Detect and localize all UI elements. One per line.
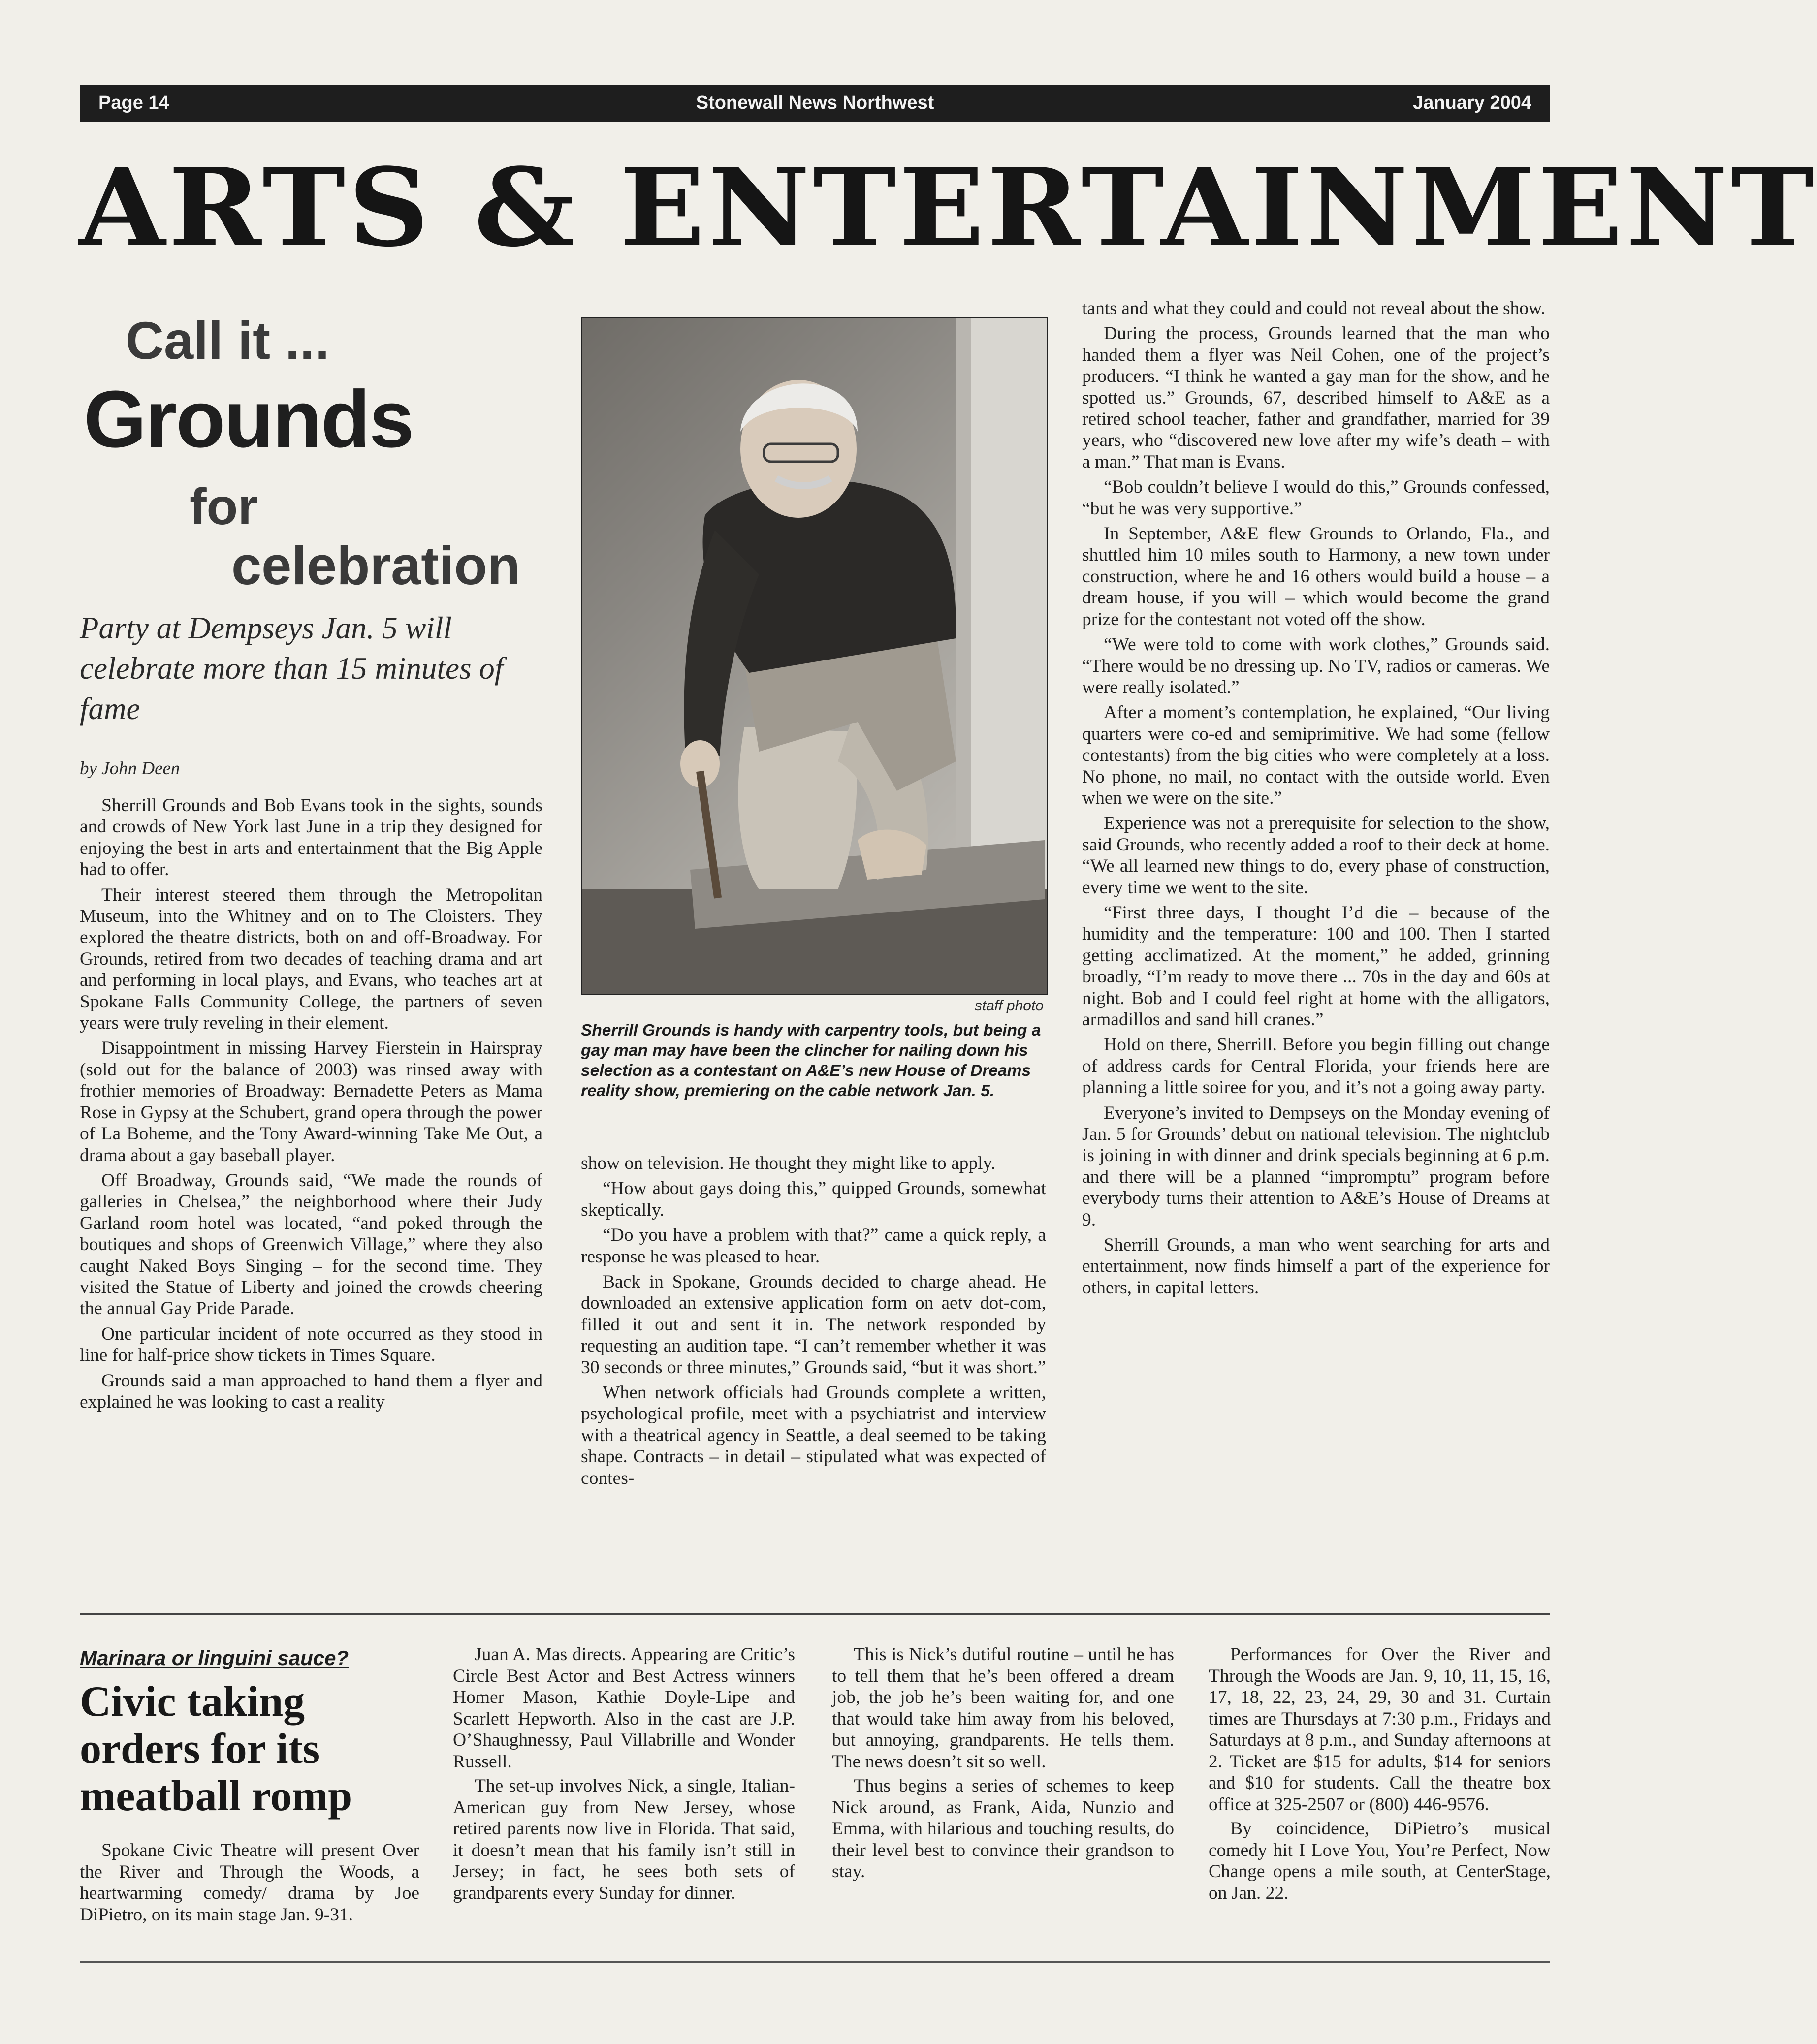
story-column [1209, 1644, 1551, 1954]
paragraph: “We were told to come with work clothes,” Grounds said. “There would be no dressing up. No TV, radios or cameras. We were really isolated.” [1082, 634, 1550, 697]
paragraph: Spokane Civic Theatre will present Over the River and Through the Woods, a heartwarming comedy/ drama by Joe DiPietro, on its main stage Jan. 9-31. [80, 1840, 419, 1925]
page-number: Page 14 [98, 93, 169, 113]
story-photo [581, 317, 1048, 995]
paragraph: One particular incident of note occurred as they stood in line for half-price show tickets in Times Square. [80, 1323, 542, 1366]
paragraph: In September, A&E flew Grounds to Orlando, Fla., and shuttled him 10 miles south to Harmony, a new town under construction, where he and 16 others would build a house – a dream house, if you will – which would become the grand prize for the contestant not voted off the show. [1082, 524, 1550, 629]
headline-line-4: celebration [231, 535, 520, 596]
paragraph: “Do you have a problem with that?” came a quick reply, a response he was pleased to hear. [581, 1225, 1046, 1267]
paragraph: When network officials had Grounds complete a written, psychological profile, meet with a psychiatrist and interview with a theatrical agency in Seattle, a deal seemed to be taking shape. Contracts – in detail – stipulated what was expected of contes- [581, 1383, 1046, 1488]
paragraph: The set-up involves Nick, a single, Italian-American guy from New Jersey, whose retired parents now live in Florida. That said, it doesn’t mean that his family isn’t still in Jersey; in fact, he sees both sets of grandparents every Sunday for dinner. [453, 1776, 795, 1903]
photo-credit: staff photo [974, 998, 1044, 1014]
paragraph: During the process, Grounds learned that the man who handed them a flyer was Neil Cohen, one of the project’s producers. “I think he wanted a gay man for the show, and he spotted us.” Grounds, 67, described himself to A&E as a retired school teacher, father and grandfather, married for 39 years, who “discovered new love after my wife’s death – with a man.” That man is Evans. [1082, 323, 1550, 472]
paragraph: Everyone’s invited to Dempseys on the Monday evening of Jan. 5 for Grounds’ debut on national television. The nightclub is joining in with dinner and drink specials beginning at 6 p.m. and there will be a planned “impromptu” program before everybody turns their attention to A&E’s House of Dreams at 9. [1082, 1102, 1550, 1230]
paragraph: tants and what they could and could not reveal about the show. [1082, 298, 1546, 318]
paragraph: Thus begins a series of schemes to keep Nick around, as Frank, Aida, Nunzio and Emma, with hilarious and touching results, do their level best to convince their grandson to stay. [832, 1776, 1174, 1882]
paragraph: Juan A. Mas directs. Appearing are Critic’s Circle Best Actor and Best Actress winners Homer Mason, Kathie Doyle-Lipe and Scarlett Hepworth. Also in the cast are J.P. O’Shaughnessy, Paul Villabrille and Wonder Russell. [453, 1644, 795, 1772]
newspaper-name: Stonewall News Northwest [696, 93, 934, 113]
story-headline: Civic taking orders for its meatball romp [80, 1678, 352, 1820]
paragraph: Grounds said a man approached to hand them a flyer and explained he was looking to cast a reality [80, 1370, 542, 1412]
paragraph: Sherrill Grounds, a man who went searching for arts and entertainment, now finds himself a part of the experience for others, in capital letters. [1082, 1235, 1550, 1298]
headline-line-2: Grounds [84, 374, 414, 464]
story-kicker: Marinara or linguini sauce? [80, 1646, 349, 1669]
paragraph: Disappointment in missing Harvey Fierstein in Hairspray (sold out for the balance of 2003) was rinsed away with frothier memories of Broadway: Bernadette Peters as Mama Rose in Gypsy at the Schubert, grand opera through the power of La Boheme, and the Tony Award-winning Take Me Out, a drama about a gay baseball player. [80, 1038, 542, 1165]
story-column [453, 1644, 795, 1954]
paragraph: Sherrill Grounds and Bob Evans took in the sights, sounds and crowds of New York last June in a trip they designed for enjoying the best in arts and entertainment that the Big Apple had to offer. [80, 795, 542, 880]
paragraph: Hold on there, Sherrill. Before you begin filling out change of address cards for Central Florida, your friends here are planning a little soiree for you, and it’s not a going away party. [1082, 1035, 1550, 1098]
paragraph: “First three days, I thought I’d die – because of the humidity and the temperature: 100 and 100. Then I started getting acclimatized. At the moment,” he added, grinning broadly, “I’m ready to move there ... 70s in the day and 60s at night. Bob and I could feel right at home with the alligators, armadillos and sand hill cranes.” [1082, 902, 1550, 1030]
man-with-hammer-illustration [582, 318, 1047, 994]
paragraph: “Bob couldn’t believe I would do this,” Grounds confessed, “but he was very supportive.” [1082, 477, 1550, 519]
paragraph: Performances for Over the River and Through the Woods are Jan. 9, 10, 11, 15, 16, 17, 18, 22, 23, 24, 29, 30 and 31. Curtain times are Thursdays at 7:30 p.m., Fridays and Saturdays at 8 p.m., and Sunday afternoons at 2. Ticket are $15 for adults, $14 for seniors and $10 for students. Call the theatre box office at 325-2507 or (800) 446-9576. [1209, 1644, 1551, 1815]
paragraph: By coincidence, DiPietro’s musical comedy hit I Love You, You’re Perfect, Now Change opens a mile south, at CenterStage, on Jan. 22. [1209, 1819, 1551, 1903]
paragraph: Experience was not a prerequisite for selection to the show, said Grounds, who recently added a roof to their deck at home. “We all learned new things to do, every phase of construction, every time we went to the site. [1082, 813, 1550, 898]
story-column [832, 1644, 1174, 1954]
story-column-3 [1082, 298, 1550, 1590]
section-divider [80, 1613, 1550, 1615]
story-column-2 [581, 1153, 1046, 1586]
story-column-1 [80, 795, 542, 1590]
page-header-bar [80, 85, 1550, 122]
headline-line-1: Call it ... [126, 311, 330, 370]
story-column [80, 1840, 419, 1953]
byline: by John Deen [80, 758, 180, 779]
issue-date: January 2004 [1413, 93, 1531, 113]
paragraph: After a moment’s contemplation, he explained, “Our living quarters were co-ed and semiprimitive. We had some (fellow contestants) from the big cities who were completely at a loss. No phone, no mail, no contact with the outside world. Even when we were on the site.” [1082, 702, 1550, 808]
section-title: ARTS & ENTERTAINMENT [79, 145, 1817, 271]
photo-caption: Sherrill Grounds is handy with carpentry tools, but being a gay man may have been the clincher for nailing down his selection as a contestant on A&E’s new House of Dreams reality show, premiering on the cable network Jan. 5. [581, 1021, 1041, 1100]
paragraph: Their interest steered them through the Metropolitan Museum, into the Whitney and on to The Cloisters. They explored the theatre districts, both on and off-Broadway. For Grounds, retired from two decades of teaching drama and art and performing in local plays, and Evans, who teaches art at Spokane Falls Community College, the partners of seven years were truly reveling in their element. [80, 884, 542, 1034]
paragraph: show on television. He thought they might like to apply. [581, 1153, 996, 1173]
headline-line-3: for [190, 478, 258, 535]
paragraph: This is Nick’s dutiful routine – until he has to tell them that he’s been offered a dream job, the job he’s been waiting for, and one that would take him away from his beloved, but annoying, grandparents. He tells them. The news doesn’t sit so well. [832, 1644, 1174, 1772]
paragraph: Back in Spokane, Grounds decided to charge ahead. He downloaded an extensive application form on aetv dot-com, filled it out and sent it in. The network responded by requesting an audition tape. “I can’t remember whether it was 30 seconds or three minutes,” Grounds said, “but it was short.” [581, 1272, 1046, 1378]
paragraph: Off Broadway, Grounds said, “We made the rounds of galleries in Chelsea,” the neighborhood where their Judy Garland room hotel was located, “and poked through the boutiques and shops of Greenwich Village,” where they also caught Naked Boys Singing – for the second time. They visited the Statue of Liberty and joined the crowds cheering the annual Gay Pride Parade. [80, 1170, 542, 1319]
bottom-rule [80, 1961, 1550, 1963]
story-deck: Party at Dempseys Jan. 5 will celebrate more than 15 minutes of fame [80, 611, 504, 726]
paragraph: “How about gays doing this,” quipped Grounds, somewhat skeptically. [581, 1178, 1046, 1220]
